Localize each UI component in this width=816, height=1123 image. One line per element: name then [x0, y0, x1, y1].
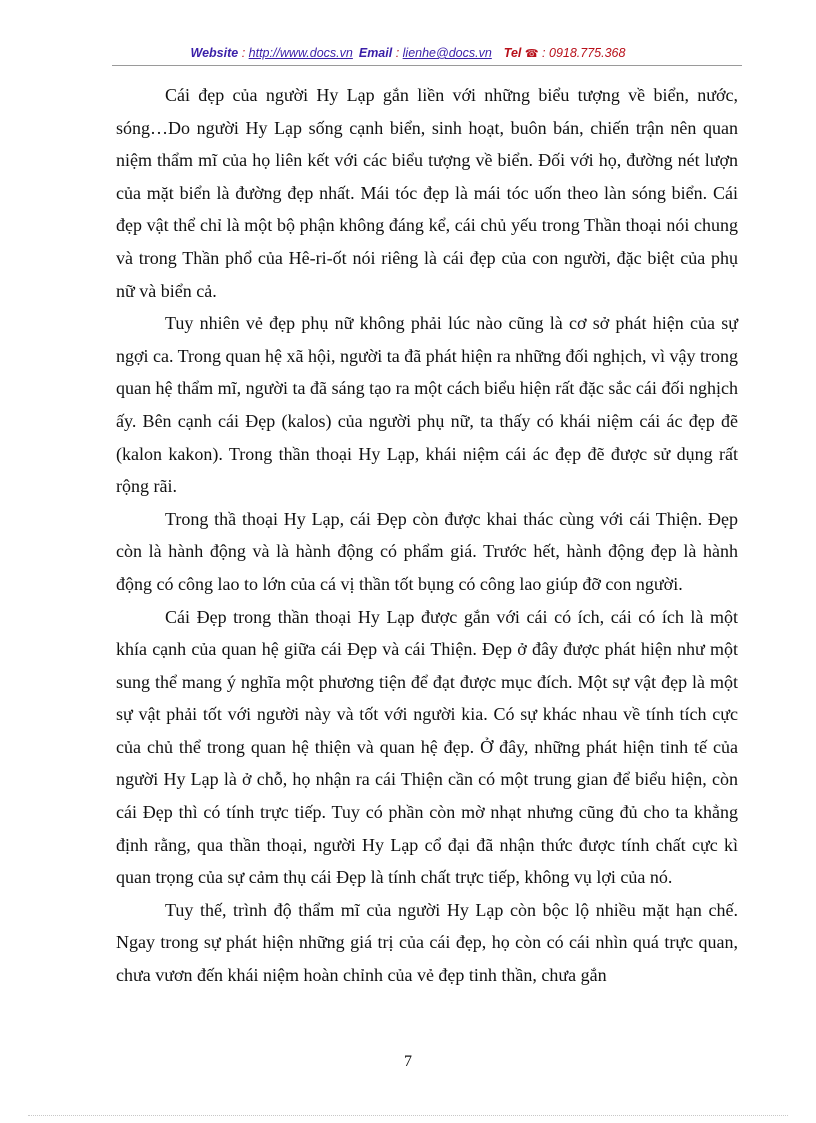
phone-number: : 0918.775.368 — [538, 46, 626, 60]
header-divider — [112, 65, 742, 66]
paragraph: Tuy thế, trình độ thẩm mĩ của người Hy Lạp còn bộc lộ nhiều mặt hạn chế. Ngay trong sự phát hiện những giá trị của cái đẹp, họ còn có cái nhìn quá trực quan, chưa vươn đến khái niệm hoàn chỉnh của vẻ đẹp tinh thần, chưa gắn — [116, 899, 738, 986]
page-header — [0, 46, 816, 60]
paragraph: Tuy nhiên vẻ đẹp phụ nữ không phải lúc nào cũng là cơ sở phát hiện của sự ngợi ca. Trong quan hệ xã hội, người ta đã phát hiện ra những đối nghịch, vì vậy trong quan hệ thẩm mĩ, người ta đã sáng tạo ra một cách biểu hiện rất đặc sắc cái đối nghịch ấy. Bên cạnh cái Đẹp (kalos) của người phụ nữ, ta thấy có khái niệm cái ác đẹp đẽ (kalon kakon). Trong thần thoại Hy Lạp, khái niệm cái ác đẹp đẽ được sử dụng rất rộng rãi. — [116, 313, 738, 497]
website-separator: : — [238, 46, 249, 60]
email-separator: : — [392, 46, 403, 60]
document-body — [116, 79, 738, 992]
email-label: Email — [358, 46, 393, 60]
website-link[interactable]: http://www.docs.vn — [248, 46, 353, 60]
page-number: 7 — [404, 1053, 412, 1070]
paragraph: Trong thầ thoại Hy Lạp, cái Đẹp còn được khai thác cùng với cái Thiện. Đẹp còn là hành động và là hành động có phẩm giá. Trước hết, hành động đẹp là hành động có công lao to lớn của cá vị thần tốt bụng có công lao giúp đỡ con người. — [116, 508, 738, 594]
website-label: Website — [190, 46, 239, 60]
phone-label: Tel — [503, 46, 522, 60]
paragraph: Cái Đẹp trong thần thoại Hy Lạp được gắn với cái có ích, cái có ích là một khía cạnh của quan hệ giữa cái Đẹp và cái Thiện. Đẹp ở đây được phát hiện như một sung thể mang ý nghĩa một phương tiện để đạt được mục đích. Một sự vật đẹp là một sự vật phải tốt với người này và tốt với người kia. Có sự khác nhau về tính tích cực của chủ thể trong quan hệ thiện và quan hệ đẹp. Ở đây, những phát hiện tinh tế của người Hy Lạp là ở chỗ, họ nhận ra cái Thiện cần có một trung gian để biểu hiện, còn cái Đẹp thì có tính trực tiếp. Tuy có phần còn mờ nhạt nhưng cũng đủ cho ta khẳng định rằng, qua thần thoại, người Hy Lạp cổ đại đã nhận thức được tính chất cực kì quan trọng của sự cảm thụ cái Đẹp là tính chất trực tiếp, không vụ lợi của nó. — [116, 606, 738, 888]
email-link[interactable]: lienhe@docs.vn — [402, 46, 492, 60]
phone-icon: ☎ — [524, 48, 539, 60]
page-bottom-divider — [28, 1115, 788, 1116]
paragraph: Cái đẹp của người Hy Lạp gắn liền với những biểu tượng về biển, nước, sóng…Do người Hy Lạp sống cạnh biển, sinh hoạt, buôn bán, chiến trận nên quan niệm thẩm mĩ của họ liên kết với các biểu tượng về biển. Đối với họ, đường nét lượn của mặt biển là đường đẹp nhất. Mái tóc đẹp là mái tóc uốn theo làn sóng biển. Cái đẹp vật thể chỉ là một bộ phận không đáng kể, cái chủ yếu trong Thần thoại nói chung và trong Thần phổ của Hê-ri-ốt nói riêng là cái đẹp của con người, đặc biệt của phụ nữ và biển cả. — [116, 85, 738, 301]
